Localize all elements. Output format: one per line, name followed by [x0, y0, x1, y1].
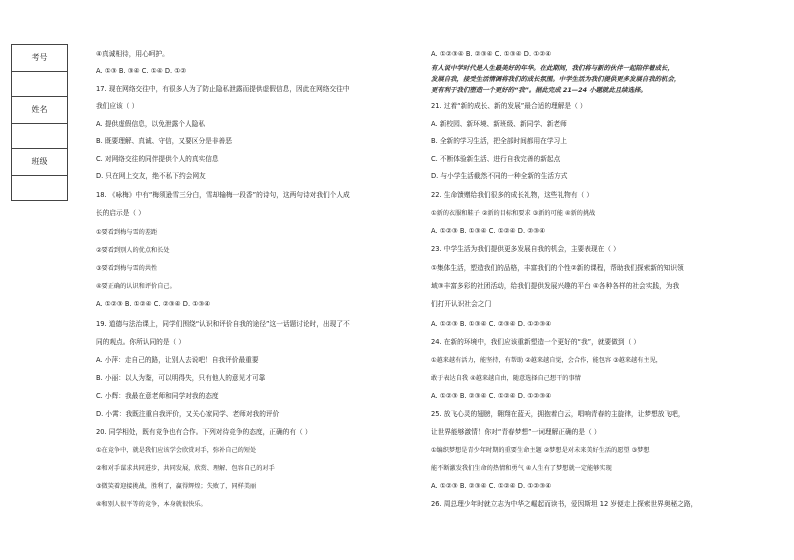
name-blank[interactable] — [12, 124, 67, 149]
text-line: ①集体生活，塑造我们的品格，丰富我们的个性②新的课程，帮助我们探索新的知识领 — [431, 264, 684, 272]
text-line: C. 小辉：我最在意老师和同学对我的态度 — [96, 392, 219, 400]
text-line: 让世界能够激情！你对“青春梦想”一词理解正确的是（ ） — [431, 428, 601, 436]
text-line: B. 小丽：以人为鉴，可以明得失，只有他人的意见才可靠 — [96, 374, 266, 382]
text-line: A. ①②③ B. ②③④ C. ①②④ D. ①②③④ — [431, 392, 552, 400]
student-info-box — [11, 44, 68, 201]
text-line: A. ①②③ B. ①③④ C. ①②④ D. ②③④ — [431, 227, 546, 235]
text-line: B. 既要理解、真诚、守信，又要区分是非善恶 — [96, 137, 232, 145]
text-line: 我们应该（ ） — [96, 102, 139, 110]
text-line: A. ①③ B. ③④ C. ①④ D. ①② — [96, 67, 187, 75]
text-line: 24. 在新的环境中，我们应该重新塑造一个更好的“我”，就要做到（ ） — [431, 338, 641, 346]
passage-line: 更有利于我们塑造一个更好的“我”。据此完成 21—24 小题就此且续选择。 — [431, 86, 647, 94]
passage-line: 有人说中学时代是人生最美好的年华。在此期间，我们将与新的伙伴一起陪伴着成长， — [431, 64, 674, 72]
text-line: ①越来越有活力，能坚持，有帮助 ②越来越自觉，会合作，能包容 ③越来越有主见， — [431, 357, 662, 364]
text-line: 26. 周总理少年时就立志为中华之崛起而读书，爱因斯坦 12 岁便走上探索世界奥秘之路， — [431, 500, 698, 508]
text-line: A. ①②③④ B. ②③④ C. ①③④ D. ①②④ — [431, 50, 552, 58]
text-line: 们打开认识社会之门 — [431, 300, 492, 308]
text-line: ③要看到梅与雪的共性 — [96, 265, 158, 272]
text-line: ①编织梦想是青少年时期的重要生命主题 ②梦想是对未来美好生活的愿望 ③梦想 — [431, 447, 650, 454]
text-line: B. 全新的学习生活，把全部时间都用在学习上 — [431, 137, 567, 145]
text-line: ④和别人很平等的竞争，本身就很快乐。 — [96, 501, 207, 508]
text-line: ③微笑着迎接挑战，胜利了，赢得辉煌；失败了，同样美丽 — [96, 483, 257, 490]
passage-line: 发展自我，接受生活情调将我们的成长氛围。中学生活为我们提供更多发展自我的机会， — [431, 75, 681, 83]
text-line: A. 小萍：走自己的路，让别人去说吧！自我评价最重要 — [96, 356, 259, 364]
text-line: A. ①②③ B. ①②④ C. ②③④ D. ①③④ — [96, 300, 211, 308]
text-line: 21. 过着“新的成长、新的发展”最合适的理解是（ ） — [431, 102, 587, 110]
text-line: A. ①②③ B. ②③④ C. ①②④ D. ①②③④ — [431, 482, 552, 490]
class-label: 班级 — [12, 149, 67, 176]
text-line: ④要正确的认识和评价自己。 — [96, 283, 176, 290]
text-line: ①新的衣服和鞋子 ②新的目标和要求 ③新的可能 ④新的挑战 — [431, 210, 596, 217]
text-line: 20. 同学相处，既有竞争也有合作。下列对待竞争的态度，正确的有（ ） — [96, 428, 312, 436]
text-line: D. 只在网上交友，绝不私下约会网友 — [96, 172, 206, 180]
text-line: 敢于表达自我 ④越来越自由，随意选择自己想干的事情 — [431, 375, 581, 382]
name-label: 姓名 — [12, 97, 67, 124]
class-blank[interactable] — [12, 176, 67, 200]
text-line: ①要看到梅与雪的差距 — [96, 229, 158, 236]
exam-number-blank[interactable] — [12, 72, 67, 97]
text-line: 23. 中学生活为我们提供更多发展自我的机会，主要表现在（ ） — [431, 245, 620, 253]
text-line: 能不断激发我们生命的热情和勇气 ④人生有了梦想就一定能够实现 — [431, 465, 612, 472]
text-line: A. ①②③ B. ①③④ C. ②③④ D. ①②③④ — [431, 320, 552, 328]
text-line: 18. 《咏梅》中有“梅须逊雪三分白，雪却输梅一段香”的诗句，这两句诗对我们个人成 — [96, 191, 350, 199]
text-line: A. 新校园、新环境、新班级、新同学、新老师 — [431, 120, 567, 128]
exam-number-label: 考号 — [12, 45, 67, 72]
text-line: ②要看到别人的优点和长处 — [96, 247, 170, 254]
text-line: 长的启示是（ ） — [96, 209, 145, 217]
text-line: D. 小霄：我既注重自我评价，又关心家同学、老师对我的评价 — [96, 410, 280, 418]
text-line: 同的观点。你所认同的是（ ） — [96, 338, 186, 346]
text-line: ①在竞争中，就是我们应该学会欣赏对手，弥补自己的短处 — [96, 447, 257, 454]
text-line: 19. 道德与法治课上，同学们围绕“认识和评价自我的途径”这一话题讨论时，出现了不 — [96, 320, 350, 328]
text-line: 22. 生命馈赠给我们很多的成长礼物，这些礼物有（ ） — [431, 191, 594, 199]
text-line: C. 不断体验新生活、进行自我完善的新起点 — [431, 155, 561, 163]
text-line: A. 提供虚假信息，以免泄露个人隐私 — [96, 120, 206, 128]
text-line: C. 对网络交往的同伴提供个人的真实信息 — [96, 155, 219, 163]
text-line: 域③丰富多彩的社团活动，给我们提供发展兴趣的平台 ④各种各样的社会实践，为我 — [431, 282, 680, 290]
text-line: ④真诚相待，用心呵护。 — [96, 50, 169, 58]
text-line: 25. 放飞心灵的翅膀，翱翔在蓝天，拥抱着白云，唱响青春的主旋律，让梦想放飞吧， — [431, 410, 685, 418]
text-line: ②和对手谋求共同进步，共同发展，欣赏、理解、包容自己的对手 — [96, 465, 275, 472]
text-line: 17. 现在网络交往中，有很多人为了防止隐私泄露而提供虚假信息，因此在网络交往中 — [96, 85, 350, 93]
text-line: D. 与小学生活截然不同的一种全新的生活方式 — [431, 172, 568, 180]
